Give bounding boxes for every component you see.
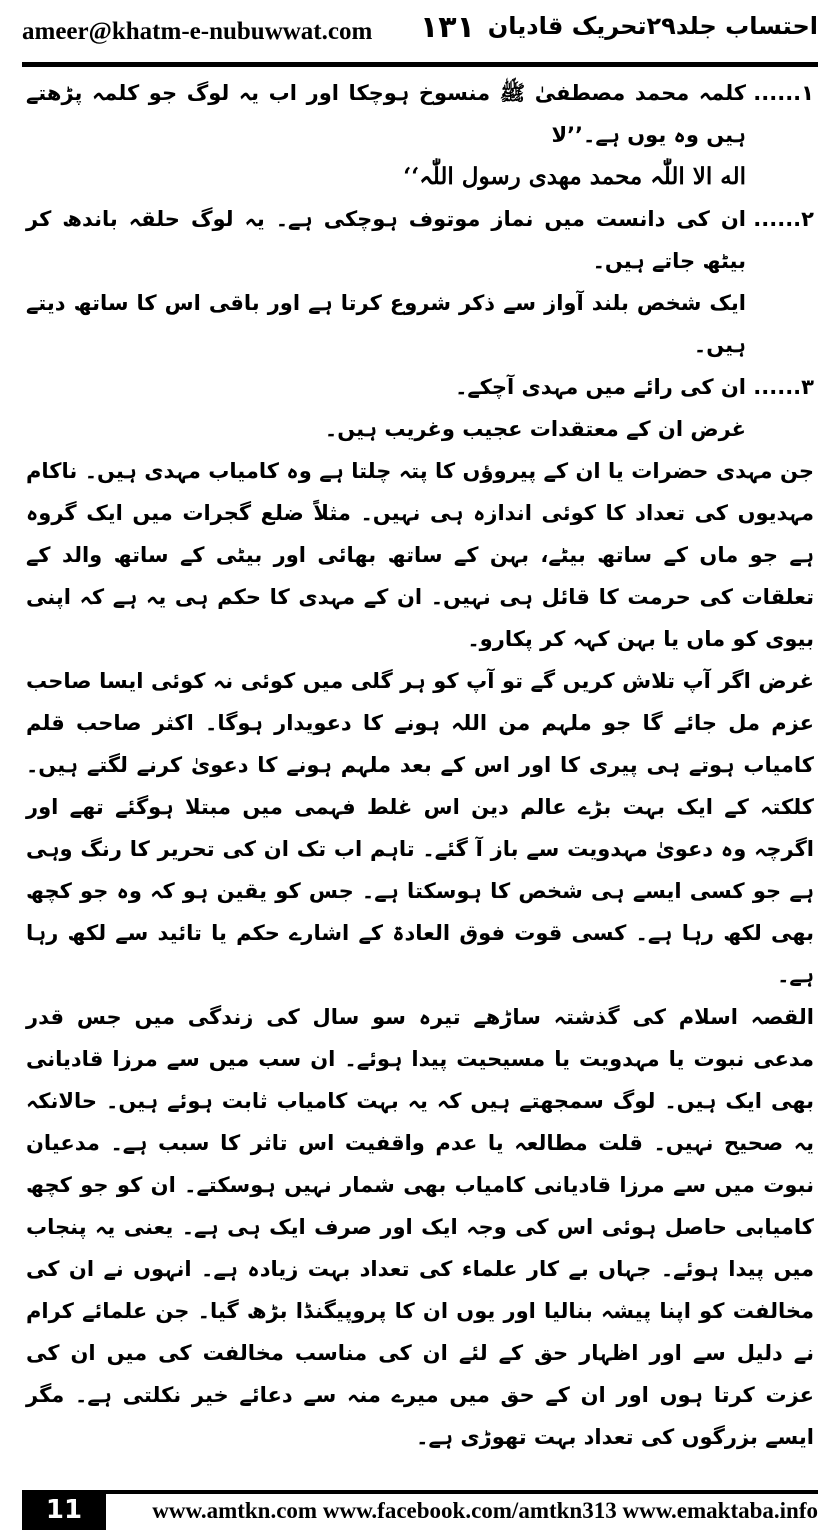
- summary-line: غرض ان کے معتقدات عجیب وغریب ہیں۔: [324, 417, 746, 441]
- item-number: ۳......: [753, 375, 814, 399]
- list-item-2: [26, 198, 814, 366]
- paragraph-2: غرض اگر آپ تلاش کریں گے تو آپ کو ہر گلی میں کوئی نہ کوئی ایسا صاحب عزم مل جائے گا جو ملہم من اللہ ہونے کا دعویدار ہوگا۔ اکثر صاحب قلم کامیاب ہوتے ہی پیری کا اور اس کے بعد ملہم ہونے کا دعویٰ کرنے لگتے ہیں۔ کلکتہ کے ایک بہت بڑے عالم دین اس غلط فہمی میں مبتلا ہوگئے تھے اور اگرچہ وہ دعویٰ مہدویت سے باز آ گئے۔ تاہم اب تک ان کی تحریر کا رنگ وہی ہے جو کسی ایسے ہی شخص کا ہوسکتا ہے۔ جس کو یقین ہو کہ وہ جو کچھ بھی لکھ رہا ہے۔ کسی قوت فوق العادۃ کے اشارے حکم یا تائید سے لکھ رہا ہے۔: [26, 669, 814, 987]
- paragraph-1: جن مہدی حضرات یا ان کے پیروؤں کا پتہ چلتا ہے وہ کامیاب مہدی ہیں۔ ناکام مہدیوں کی تعداد کا کوئی اندازہ ہی نہیں۔ مثلاً ضلع گجرات میں ایک گروہ ہے جو ماں کے ساتھ بیٹے، بہن کے ساتھ بھائی اور بیٹی کے ساتھ والد کے تعلقات کی حرمت کا قائل ہی نہیں۔ ان کے مہدی کا حکم ہی یہ ہے کہ اپنی بیوی کو ماں یا بہن کہہ کر پکارو۔: [26, 459, 814, 651]
- header-rule: [22, 62, 818, 67]
- list-item-1: [26, 72, 814, 198]
- footer-links: www.amtkn.com www.facebook.com/amtkn313 www.emaktaba.info: [152, 1498, 818, 1523]
- item-number: ۱......: [753, 81, 814, 105]
- kalima-arabic: اله الا اللّٰہ محمد مھدی رسول اللّٰہ‘‘: [403, 163, 746, 190]
- page-header: [22, 6, 818, 62]
- header-email: ameer@khatm-e-nubuwwat.com: [22, 18, 373, 45]
- footer-page-number: 11: [22, 1490, 106, 1530]
- header-page-number: ١٣١: [420, 10, 475, 45]
- page-body: [26, 72, 814, 1458]
- paragraph-3: القصہ اسلام کی گذشتہ ساڑھے تیرہ سو سال کی زندگی میں جس قدر مدعی نبوت یا مہدویت یا مسیحیت پیدا ہوئے۔ ان سب میں سے مرزا قادیانی بھی ایک ہیں۔ لوگ سمجھتے ہیں کہ یہ بہت کامیاب ثابت ہوئے ہیں۔ حالانکہ یہ صحیح نہیں۔ قلت مطالعہ یا عدم واقفیت اس تاثر کا سبب ہے۔ مدعیان نبوت میں سے مرزا قادیانی کامیاب بھی شمار نہیں ہوسکتے۔ ان کو جو کچھ کامیابی حاصل ہوئی اس کی وجہ ایک اور صرف ایک ہی ہے۔ یعنی یہ پنجاب میں پیدا ہوئے۔ جہاں بے کار علماء کی تعداد بہت زیادہ ہے۔ انہوں نے ان کی مخالفت کو اپنا پیشہ بنالیا اور یوں ان کا پروپیگنڈا بڑھ گیا۔ جن علمائے کرام نے دلیل سے اور اظہار حق کے لئے ان کی مناسب مخالفت کی میں ان کی عزت کرتا ہوں اور ان کے حق میں میرے منہ سے دعائے خیر نکلتی ہے۔ مگر ایسے بزرگوں کی تعداد بہت تھوڑی ہے۔: [26, 1005, 814, 1449]
- item-text: ان کی دانست میں نماز موتوف ہوچکی ہے۔ یہ لوگ حلقہ باندھ کر بیٹھ جاتے ہیں۔: [26, 207, 746, 273]
- item-text: ان کی رائے میں مہدی آچکے۔: [455, 375, 746, 399]
- item-text-continued: ایک شخص بلند آواز سے ذکر شروع کرتا ہے اور باقی اس کا ساتھ دیتے ہیں۔: [26, 291, 746, 357]
- footer-rule: [22, 1490, 818, 1494]
- page-footer: [22, 1490, 818, 1530]
- header-book-title: احتساب جلد۲۹تحریک قادیان: [487, 12, 818, 40]
- item-text: کلمہ محمد مصطفیٰ ﷺ منسوخ ہوچکا اور اب یہ لوگ جو کلمہ پڑھتے ہیں وہ یوں ہے۔’’لا: [26, 81, 746, 147]
- list-item-3: [26, 366, 814, 450]
- item-number: ۲......: [753, 207, 814, 231]
